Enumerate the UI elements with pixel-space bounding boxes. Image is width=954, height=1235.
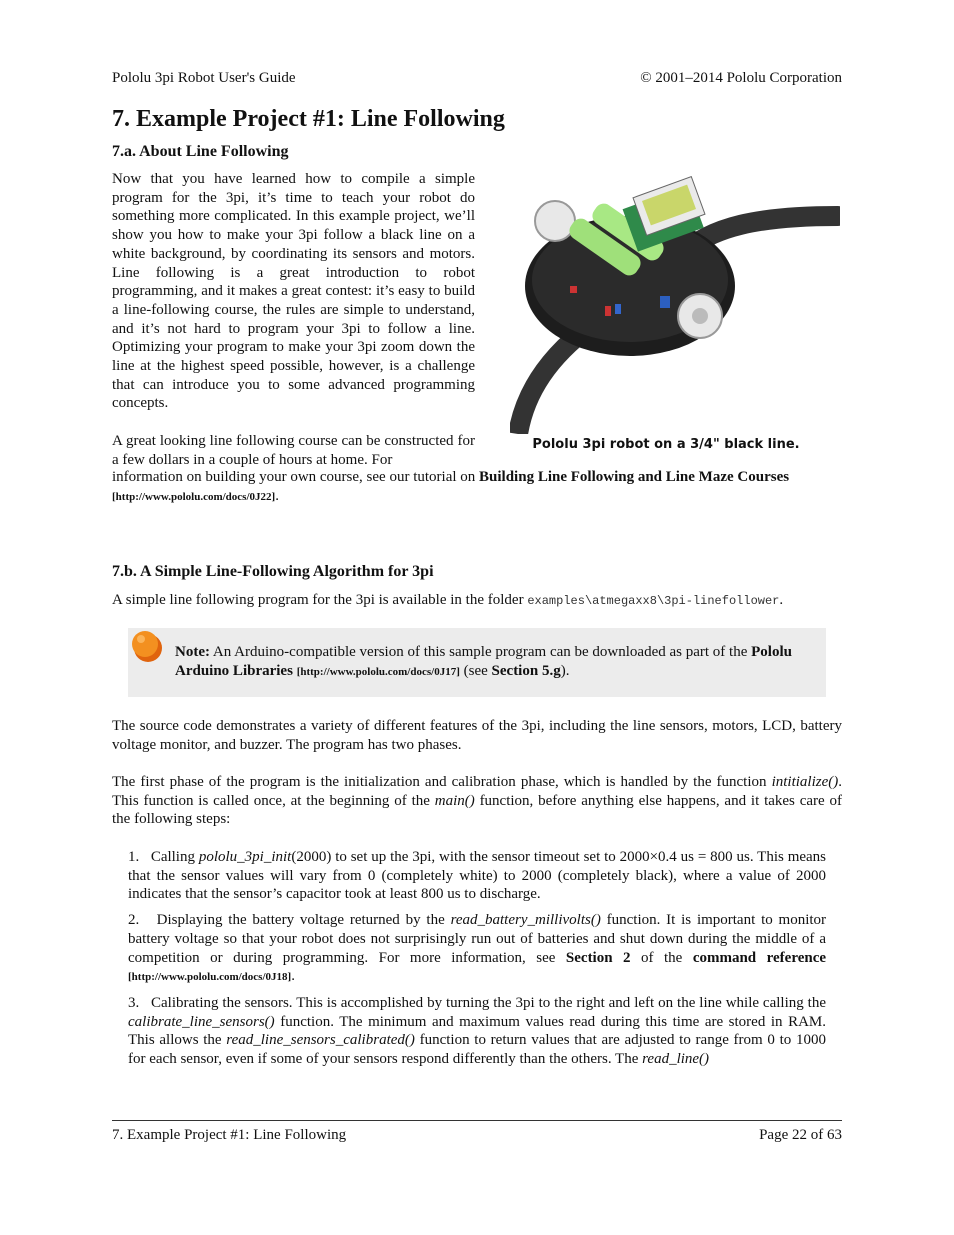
folder-path: examples\atmegaxx8\3pi-linefollower bbox=[527, 594, 780, 608]
paragraph-phase bbox=[112, 773, 842, 829]
step-text: (2000) to set up the 3pi, with the sensor timeout set to 2000×0.4 us = 800 us. This means that the sensor values will vary from 0 (completely white) to 2000 (completely black), where a value of 2000 indicates that the sensor’s capacitor took at least 800 us to discharge. bbox=[128, 849, 827, 903]
list-item bbox=[128, 994, 826, 1069]
fn-pololu-3pi-init: pololu_3pi_init bbox=[198, 849, 292, 865]
link-section-2[interactable]: Section 2 bbox=[565, 949, 631, 966]
section-7a-body bbox=[112, 170, 475, 488]
photo-caption: Pololu 3pi robot on a 3/4" black line. bbox=[532, 437, 800, 452]
fn-initialize: intitialize() bbox=[771, 774, 839, 790]
list-item bbox=[128, 848, 826, 904]
step-period: . bbox=[291, 968, 295, 985]
link-arduino-libraries[interactable]: Pololu Arduino Libraries bbox=[175, 644, 792, 679]
note-body: An Arduino-compatible version of this sample program can be downloaded as part of the bbox=[212, 644, 748, 660]
phase-text-c: function, before anything else happens, and it takes care of the following steps: bbox=[112, 792, 843, 828]
section-heading-7b: 7.b. A Simple Line-Following Algorithm for 3pi bbox=[112, 563, 434, 580]
fn-read-line-sensors-calibrated: read_line_sensors_calibrated() bbox=[226, 1032, 415, 1049]
note-end: ). bbox=[560, 663, 570, 679]
footer-divider bbox=[112, 1120, 842, 1121]
section-heading-7a: 7.a. About Line Following bbox=[112, 143, 289, 160]
init-steps-list bbox=[128, 848, 826, 1076]
link-section-5g[interactable]: Section 5.g bbox=[491, 663, 561, 679]
paragraph-course-cont bbox=[112, 468, 842, 506]
url-0J17[interactable]: [http://www.pololu.com/docs/0J17] bbox=[296, 666, 460, 678]
page-footer bbox=[112, 1127, 842, 1144]
url-0J22[interactable]: [http://www.pololu.com/docs/0J22] bbox=[112, 490, 276, 503]
url-0J18[interactable]: [http://www.pololu.com/docs/0J18] bbox=[128, 971, 292, 984]
paragraph-about: Now that you have learned how to compile a simple program for the 3pi, it’s time to teach your robot do something more complicated. In this example project, we’ll show you how to make your 3pi follow a black line on a white background, by coordinating its sensors and motors. Line following is a great introduction to robot programming, and it makes a great contest: it’s easy to build a line-following course, the rules are simple to understand, and it’s not hard to program your 3pi to follow a line. Optimizing your program to make your 3pi zoom down the line at the highest speed possible, however, is a challenge that can introduce you to some advanced programming concepts. bbox=[112, 171, 475, 412]
note-see: (see bbox=[463, 663, 488, 679]
step-text: function to return values that are adjusted to range from 0 to 1000 for each sensor, even if some of your sensors respond differently than the others. The bbox=[128, 1032, 827, 1068]
fn-calibrate-line-sensors: calibrate_line_sensors() bbox=[128, 1013, 275, 1030]
step-text: of the bbox=[641, 949, 683, 966]
link-line-courses[interactable]: Building Line Following and Line Maze Courses bbox=[479, 469, 790, 485]
list-item bbox=[128, 911, 826, 987]
phase-text-a: The first phase of the program is the initialization and calibration phase, which is handled by the function bbox=[112, 774, 767, 790]
footer-page-number: Page 22 of 63 bbox=[759, 1127, 842, 1143]
robot-on-line-illustration bbox=[510, 176, 840, 434]
step-text: function. The minimum and maximum values read during this time are stored in RAM. This allows the bbox=[128, 1013, 827, 1049]
step-number: 3. bbox=[128, 994, 140, 1011]
period: . bbox=[275, 487, 279, 504]
paragraph-course-start: A great looking line following course can be constructed for a few dollars in a couple of hours at home. For bbox=[112, 432, 475, 468]
note-label: Note: bbox=[175, 644, 210, 660]
fn-read-battery: read_battery_millivolts() bbox=[450, 912, 601, 929]
footer-chapter: 7. Example Project #1: Line Following bbox=[112, 1127, 347, 1143]
note-box bbox=[128, 628, 826, 697]
header-title: Pololu 3pi Robot User's Guide bbox=[112, 70, 296, 86]
step-text: function. It is important to monitor battery voltage so that your robot does not surprisingly run out of batteries and shut down during the middle of a competition or during programming. For more information, see bbox=[128, 912, 827, 966]
chapter-title: 7. Example Project #1: Line Following bbox=[112, 106, 505, 132]
robot-photo bbox=[510, 176, 840, 434]
step-text: Calibrating the sensors. This is accomplished by turning the 3pi to the right and left on the line while calling the bbox=[151, 994, 826, 1011]
note-bulb-icon bbox=[130, 629, 164, 665]
paragraph-source: The source code demonstrates a variety of different features of the 3pi, including the line sensors, motors, LCD, battery voltage monitor, and buzzer. The program has two phases. bbox=[112, 718, 842, 753]
paragraph-course-text: information on building your own course, see our tutorial on bbox=[112, 469, 476, 485]
note-text bbox=[175, 643, 815, 682]
fn-read-line: read_line() bbox=[642, 1051, 710, 1068]
step-text: Calling bbox=[150, 849, 195, 865]
intro-period: . bbox=[779, 592, 784, 608]
fn-main: main() bbox=[434, 792, 475, 809]
step-number: 1. bbox=[128, 849, 140, 865]
intro-text: A simple line following program for the 3pi is available in the folder bbox=[112, 592, 524, 608]
header-copyright: © 2001–2014 Pololu Corporation bbox=[640, 70, 842, 86]
link-command-reference[interactable]: command reference bbox=[692, 949, 827, 966]
paragraph-intro bbox=[112, 591, 842, 611]
phase-text-b: . This function is called once, at the beginning of the bbox=[112, 774, 843, 809]
page-header bbox=[112, 70, 842, 87]
step-number: 2. bbox=[128, 912, 140, 929]
step-text: Displaying the battery voltage returned by the bbox=[156, 912, 445, 929]
